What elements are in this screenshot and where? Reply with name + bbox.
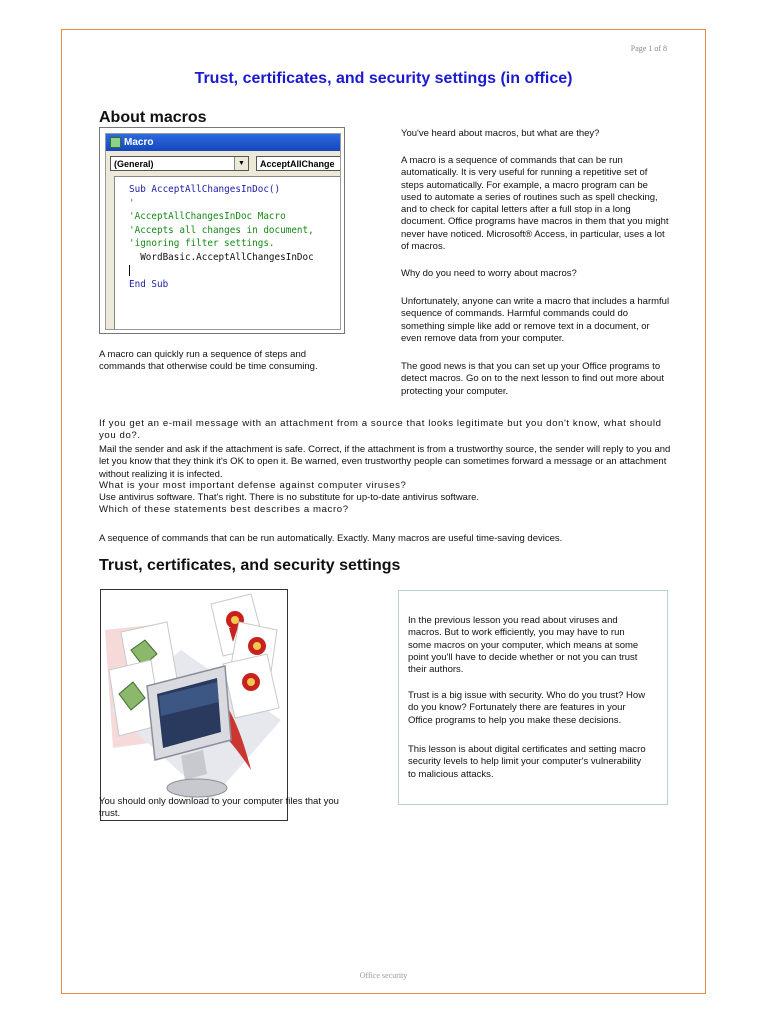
macro-window-titlebar	[106, 134, 340, 151]
right-paragraph-3: Why do you need to worry about macros?	[401, 268, 577, 279]
code-caret-line	[129, 264, 340, 278]
code-line: End Sub	[129, 278, 169, 290]
section-heading-trust: Trust, certificates, and security settings	[99, 557, 401, 574]
right-paragraph-5: The good news is that you can set up your Office programs to detect macros. Go on to the next lesson to find out more about protecting your computer.	[401, 361, 664, 397]
certificates-image-caption: You should only download to your computer files that you trust.	[99, 796, 339, 820]
code-line: 'Accepts all changes in document,	[129, 224, 314, 236]
macro-window	[105, 133, 341, 330]
answer-1: Mail the sender and ask if the attachment is safe. Correct, if the attachment is from a trustworthy source, the sender will reply to you and let you know that they think it's OK to open it. Be warned, even trustworthy people can sometimes forward a message or an attachment without realizing it is infected.	[99, 444, 671, 480]
section-heading-about-macros: About macros	[99, 109, 207, 126]
code-line: Sub AcceptAllChangesInDoc()	[129, 184, 281, 195]
page-frame	[61, 29, 706, 994]
lesson-info-box	[398, 590, 668, 805]
page-title: Trust, certificates, and security settings (in office)	[194, 70, 573, 87]
macro-image-caption: A macro can quickly run a sequence of steps and commands that otherwise could be time consuming.	[99, 349, 318, 373]
answer-2: Use antivirus software. That's right. There is no substitute for up-to-date antivirus software.	[99, 492, 480, 503]
code-line: 'ignoring filter settings.	[129, 238, 275, 249]
answer-3: A sequence of commands that can be run automatically. Exactly. Many macros are useful time-saving devices.	[99, 533, 563, 544]
code-line: 'AcceptAllChangesInDoc Macro	[129, 211, 286, 222]
procedure-combo-value: AcceptAllChange	[260, 159, 335, 169]
question-3: Which of these statements best describes a macro?	[99, 504, 349, 515]
procedure-combo	[256, 156, 341, 171]
object-combo-value: (General)	[114, 159, 154, 169]
question-2: What is your most important defense against computer viruses?	[99, 480, 407, 491]
code-line: '	[129, 197, 135, 209]
page-footer: Office security	[359, 971, 408, 980]
dropdown-arrow-icon: ▼	[234, 157, 248, 170]
macro-combo-row	[110, 156, 340, 172]
object-combo	[110, 156, 249, 171]
certificates-illustration	[100, 589, 288, 821]
right-paragraph-1: You've heard about macros, but what are they?	[401, 128, 600, 139]
macro-window-icon	[110, 137, 121, 148]
macro-window-screenshot	[99, 127, 345, 334]
question-1: If you get an e-mail message with an attachment from a source that looks legitimate but you don't know, what should you do?.	[99, 418, 662, 442]
page-number: Page 1 of 8	[630, 44, 667, 53]
macro-window-title: Macro	[124, 137, 154, 148]
code-line: WordBasic.AcceptAllChangesInDoc	[129, 251, 314, 263]
right-paragraph-4: Unfortunately, anyone can write a macro that includes a harmful sequence of commands. Harmful commands could do something simple like add or remove text in a document, or even remove data from your computer.	[401, 296, 670, 344]
box-paragraph-1: In the previous lesson you read about viruses and macros. But to work efficiently, you may have to run some macros on your computer, which means at some point you'll have to decide whether or not you can trust their authors.	[408, 615, 639, 676]
box-paragraph-2: Trust is a big issue with security. Who do you trust? How do you know? Fortunately there are features in your Office programs to help you make these decisions.	[408, 690, 646, 726]
box-paragraph-3: This lesson is about digital certificates and setting macro security levels to help limit your computer's vulnerability to malicious attacks.	[408, 744, 646, 780]
text-caret	[129, 265, 130, 276]
certificates-illustration-svg	[101, 590, 288, 821]
right-paragraph-2: A macro is a sequence of commands that can be run automatically. It is very useful for running a repetitive set of steps automatically. For example, a macro program can be used to automate a series of routines such as spell checking, and to check for capital letters after a full stop in a long document. Office programs have macros in them that you might never have noticed. Microsoft® Access, in particular, uses a lot of macros.	[401, 155, 669, 253]
macro-code-editor	[114, 176, 340, 329]
